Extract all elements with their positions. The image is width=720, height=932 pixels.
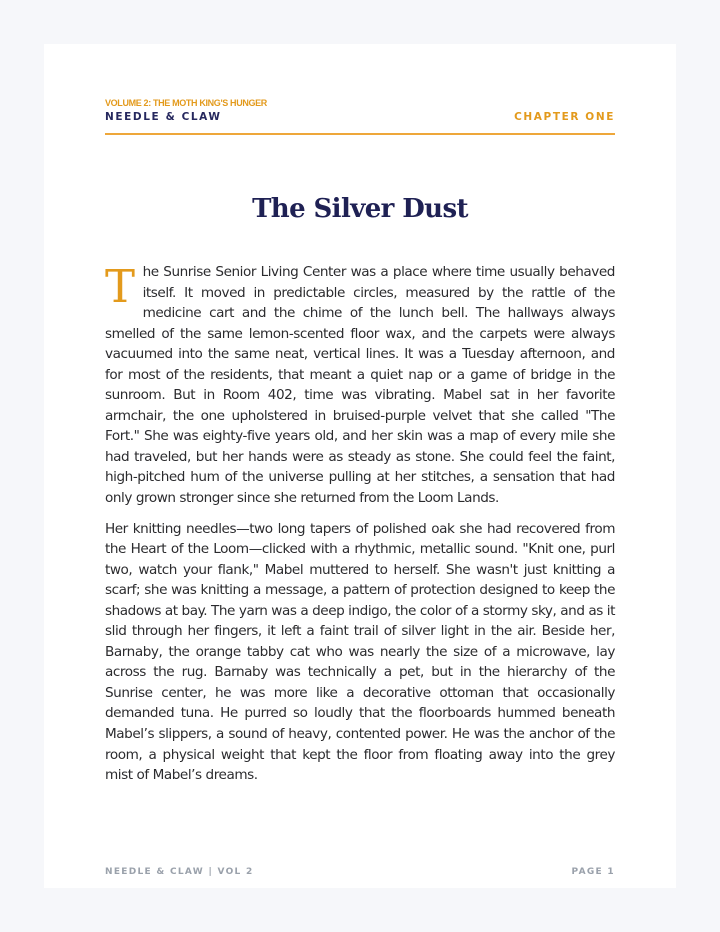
running-header [105,97,615,135]
page-number: PAGE 1 [571,867,615,877]
volume-title: VOLUME 2: THE MOTH KING'S HUNGER [105,98,267,108]
chapter-label: CHAPTER ONE [514,111,615,123]
chapter-title: The Silver Dust [252,194,468,224]
book-page [44,44,676,888]
footer-book-info: NEEDLE & CLAW | VOL 2 [105,867,254,877]
running-footer [105,867,615,877]
paragraph-2: Her knitting needles—two long tapers of polished oak she had recovered from the Heart of the Loom—clicked with a rhythmic, metallic sound. "Knit one, purl two, watch your flank," Mabel muttered to herself. She wasn't just knitting a scarf; she was knitting a message, a pattern of protection designed to keep the shadows at bay. The yarn was a deep indigo, the color of a stormy sky, and as it slid through her fingers, it left a faint trail of silver light in the air. Beside her, Barnaby, the orange tabby cat who was nearly the size of a microwave, lay across the rug. Barnaby was technically a pet, but in the hierarchy of the Sunrise center, he was more like a decorative ottoman that occasionally demanded tuna. He purred so loudly that the floorboards hummed beneath Mabel’s slippers, a sound of heavy, contented power. He was the anchor of the room, a physical weight that kept the floor from floating away into the grey mist of Mabel’s dreams. [105,520,615,784]
chapter-body [105,262,615,796]
paragraph-1 [105,262,615,509]
header-row [105,109,615,135]
book-title: NEEDLE & CLAW [105,111,222,123]
drop-cap: T [105,260,135,313]
paragraph-1-text: he Sunrise Senior Living Center was a place where time usually behaved itself. It moved in predictable circles, measured by the rattle of the medicine cart and the chime of the lunch bell. The hallways always smelled of the same lemon-scented floor wax, and the carpets were always vacuumed into the same neat, vertical lines. It was a Tuesday afternoon, and for most of the residents, that meant a quiet nap or a game of bridge in the sunroom. But in Room 402, time was vibrating. Mabel sat in her favorite armchair, the one upholstered in bruised-purple velvet that she called "The Fort." She was eighty-five years old, and her skin was a map of every mile she had traveled, but her hands were as steady as stone. She could feel the faint, high-pitched hum of the universe pulling at her stitches, a sensation that had only grown stronger since she returned from the Loom Lands. [105,264,615,507]
